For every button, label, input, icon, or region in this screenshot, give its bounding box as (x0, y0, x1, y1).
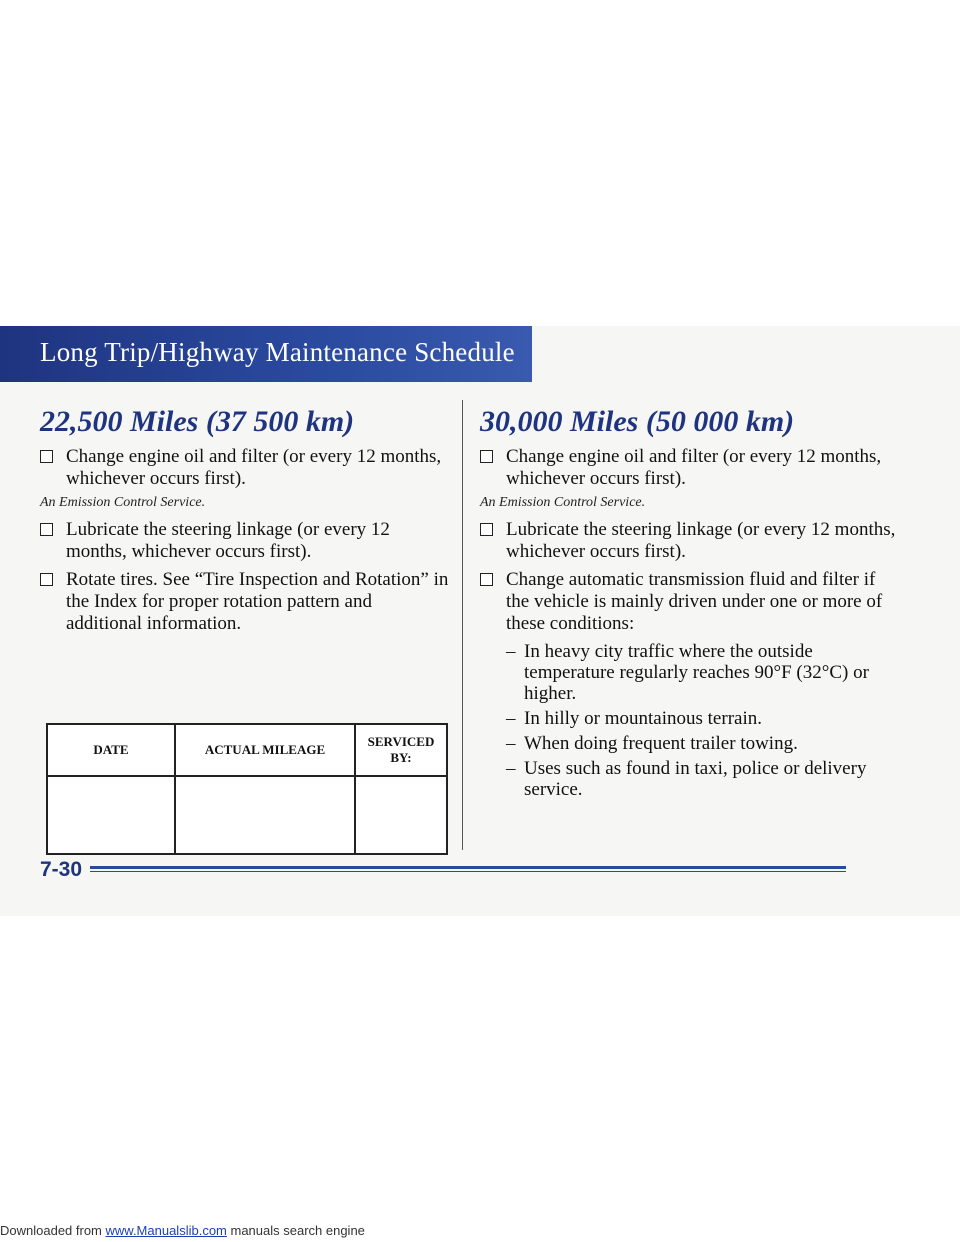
mileage-cell[interactable] (175, 776, 355, 854)
manualslib-link[interactable]: www.Manualslib.com (105, 1223, 227, 1238)
task-text: Lubricate the steering linkage (or every 12 months, whichever occurs first). (506, 519, 896, 562)
emission-control-note: An Emission Control Service. (480, 495, 646, 510)
date-column-header: DATE (47, 724, 175, 776)
task-item (480, 446, 900, 513)
footer-rule-thin (90, 871, 846, 872)
task-text: Lubricate the steering linkage (or every 12 months, whichever occurs first). (66, 519, 390, 562)
condition-text: In heavy city traffic where the outside temperature regularly reaches 90°F (32°C) or higher. (524, 641, 869, 704)
condition-text: When doing frequent trailer towing. (524, 733, 798, 754)
service-record-table (46, 723, 448, 855)
task-text: Change automatic transmission fluid and filter if the vehicle is mainly driven under one or more of these conditions: (506, 569, 883, 634)
footer-prefix: Downloaded from (0, 1223, 106, 1238)
page-number: 7-30 (40, 858, 83, 881)
dash-bullet: – (506, 708, 516, 729)
emission-control-note: An Emission Control Service. (40, 495, 206, 510)
footer-suffix: manuals search engine (226, 1223, 365, 1238)
download-footer (0, 1223, 365, 1238)
serviced-by-cell[interactable] (355, 776, 447, 854)
condition-text: Uses such as found in taxi, police or delivery service. (524, 758, 867, 800)
mileage-heading-22500: 22,500 Miles (37 500 km) (40, 405, 355, 438)
condition-text: In hilly or mountainous terrain. (524, 708, 762, 729)
checkbox-icon[interactable] (40, 450, 53, 463)
mileage-column-header: ACTUAL MILEAGE (175, 724, 355, 776)
task-item (480, 519, 900, 563)
column-divider (462, 400, 463, 850)
condition-item (506, 708, 900, 729)
checkbox-icon[interactable] (480, 523, 493, 536)
page-title: Long Trip/Highway Maintenance Schedule (40, 337, 515, 367)
left-task-list (40, 446, 450, 635)
mileage-heading-30000: 30,000 Miles (50 000 km) (480, 405, 795, 438)
condition-list (506, 641, 900, 800)
task-item (40, 519, 450, 563)
checkbox-icon[interactable] (480, 450, 493, 463)
condition-item (506, 641, 900, 704)
task-text: Change engine oil and filter (or every 12 months, whichever occurs first). (506, 446, 882, 489)
dash-bullet: – (506, 641, 516, 662)
date-cell[interactable] (47, 776, 175, 854)
serviced-by-column-header: SERVICED BY: (355, 724, 447, 776)
task-item (480, 569, 900, 800)
footer-rule (90, 866, 846, 869)
right-task-list (480, 446, 900, 800)
table-header-row (47, 724, 447, 776)
left-column (40, 404, 450, 635)
checkbox-icon[interactable] (40, 523, 53, 536)
checkbox-icon[interactable] (480, 573, 493, 586)
condition-item (506, 733, 900, 754)
right-column (480, 404, 900, 800)
checkbox-icon[interactable] (40, 573, 53, 586)
dash-bullet: – (506, 733, 516, 754)
task-text: Rotate tires. See “Tire Inspection and Rotation” in the Index for proper rotation pattern and additional information. (66, 569, 449, 634)
task-item (40, 446, 450, 513)
task-item (40, 569, 450, 635)
condition-item (506, 758, 900, 800)
task-text: Change engine oil and filter (or every 12 months, whichever occurs first). (66, 446, 442, 489)
table-row (47, 776, 447, 854)
dash-bullet: – (506, 758, 516, 779)
